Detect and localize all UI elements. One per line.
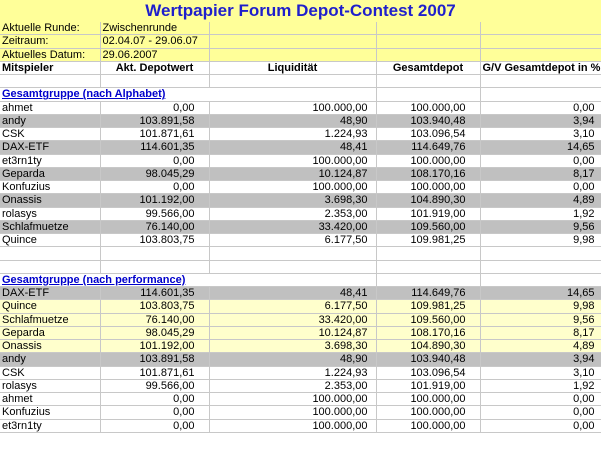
liquidity-cell[interactable]: 3.698,30 xyxy=(209,340,376,353)
depot-cell[interactable]: 103.803,75 xyxy=(100,234,209,247)
liquidity-cell[interactable]: 3.698,30 xyxy=(209,194,376,207)
cell[interactable] xyxy=(376,273,480,286)
player-cell[interactable]: Onassis xyxy=(0,194,100,207)
total-cell[interactable]: 109.560,00 xyxy=(376,313,480,326)
cell[interactable] xyxy=(0,247,100,260)
table-row xyxy=(0,194,601,207)
table-row xyxy=(0,101,601,114)
depot-cell[interactable]: 114.601,35 xyxy=(100,287,209,300)
depot-cell[interactable]: 101.871,61 xyxy=(100,366,209,379)
cell[interactable]: 02.04.07 - 29.06.07 xyxy=(100,35,209,48)
cell[interactable] xyxy=(376,75,480,88)
player-cell[interactable]: et3rn1ty xyxy=(0,419,100,432)
cell[interactable] xyxy=(376,22,480,35)
liquidity-cell[interactable]: 10.124,87 xyxy=(209,326,376,339)
liquidity-cell[interactable]: 33.420,00 xyxy=(209,313,376,326)
info-row-round xyxy=(0,22,601,35)
liquidity-cell[interactable]: 48,90 xyxy=(209,353,376,366)
group-title-performance[interactable]: Gesamtgruppe (nach performance) xyxy=(0,273,209,286)
cell[interactable] xyxy=(480,22,601,35)
pl-cell[interactable]: 0,00 xyxy=(480,419,601,432)
pl-cell[interactable]: 14,65 xyxy=(480,287,601,300)
pl-cell[interactable]: 3,94 xyxy=(480,114,601,127)
player-cell[interactable]: DAX-ETF xyxy=(0,287,100,300)
depot-cell[interactable]: 76.140,00 xyxy=(100,220,209,233)
total-cell[interactable]: 101.919,00 xyxy=(376,379,480,392)
liquidity-cell[interactable]: 100.000,00 xyxy=(209,154,376,167)
table-row xyxy=(0,340,601,353)
player-cell[interactable]: Konfuzius xyxy=(0,406,100,419)
player-cell[interactable]: CSK xyxy=(0,128,100,141)
total-cell[interactable]: 100.000,00 xyxy=(376,393,480,406)
cell[interactable] xyxy=(376,247,480,260)
pl-cell[interactable]: 4,89 xyxy=(480,194,601,207)
cell[interactable] xyxy=(0,260,100,273)
player-cell[interactable]: Quince xyxy=(0,300,100,313)
depot-cell[interactable]: 99.566,00 xyxy=(100,207,209,220)
cell[interactable] xyxy=(209,88,376,101)
table-row xyxy=(0,313,601,326)
total-cell[interactable]: 114.649,76 xyxy=(376,141,480,154)
cell[interactable] xyxy=(100,260,209,273)
blank-row xyxy=(0,75,601,88)
liquidity-cell[interactable]: 6.177,50 xyxy=(209,300,376,313)
player-cell[interactable]: rolasys xyxy=(0,207,100,220)
pl-cell[interactable]: 0,00 xyxy=(480,406,601,419)
liquidity-cell[interactable]: 2.353,00 xyxy=(209,207,376,220)
player-cell[interactable]: Onassis xyxy=(0,340,100,353)
liquidity-cell[interactable]: 2.353,00 xyxy=(209,379,376,392)
cell[interactable] xyxy=(209,48,376,61)
table-row xyxy=(0,220,601,233)
depot-cell[interactable]: 0,00 xyxy=(100,419,209,432)
table-row xyxy=(0,154,601,167)
cell[interactable]: Aktuelles Datum: xyxy=(0,48,100,61)
depot-cell[interactable]: 101.871,61 xyxy=(100,128,209,141)
pl-cell[interactable]: 9,56 xyxy=(480,313,601,326)
total-cell[interactable]: 109.981,25 xyxy=(376,234,480,247)
depot-cell[interactable]: 98.045,29 xyxy=(100,167,209,180)
liquidity-cell[interactable]: 100.000,00 xyxy=(209,419,376,432)
depot-cell[interactable]: 98.045,29 xyxy=(100,326,209,339)
liquidity-cell[interactable]: 6.177,50 xyxy=(209,234,376,247)
info-row-period xyxy=(0,35,601,48)
cell[interactable] xyxy=(480,75,601,88)
pl-cell[interactable]: 0,00 xyxy=(480,154,601,167)
player-cell[interactable]: Quince xyxy=(0,234,100,247)
cell[interactable] xyxy=(209,35,376,48)
cell[interactable] xyxy=(209,247,376,260)
cell[interactable] xyxy=(100,247,209,260)
total-cell[interactable]: 108.170,16 xyxy=(376,167,480,180)
depot-cell[interactable]: 103.803,75 xyxy=(100,300,209,313)
depot-cell[interactable]: 101.192,00 xyxy=(100,194,209,207)
pl-cell[interactable]: 9,98 xyxy=(480,300,601,313)
liquidity-cell[interactable]: 1.224,93 xyxy=(209,366,376,379)
player-cell[interactable]: andy xyxy=(0,114,100,127)
liquidity-cell[interactable]: 100.000,00 xyxy=(209,181,376,194)
total-cell[interactable]: 101.919,00 xyxy=(376,207,480,220)
depot-cell[interactable]: 76.140,00 xyxy=(100,313,209,326)
pl-cell[interactable]: 0,00 xyxy=(480,101,601,114)
table-row xyxy=(0,287,601,300)
player-cell[interactable]: Schlafmuetze xyxy=(0,220,100,233)
cell[interactable] xyxy=(376,35,480,48)
group-title-row xyxy=(0,88,601,101)
cell[interactable]: 29.06.2007 xyxy=(100,48,209,61)
table-row xyxy=(0,419,601,432)
column-header-pl[interactable]: G/V Gesamtdepot in % xyxy=(480,61,601,74)
liquidity-cell[interactable]: 1.224,93 xyxy=(209,128,376,141)
depot-cell[interactable]: 114.601,35 xyxy=(100,141,209,154)
total-cell[interactable]: 103.096,54 xyxy=(376,366,480,379)
total-cell[interactable]: 100.000,00 xyxy=(376,419,480,432)
total-cell[interactable]: 103.940,48 xyxy=(376,353,480,366)
cell[interactable] xyxy=(480,247,601,260)
depot-cell[interactable]: 103.891,58 xyxy=(100,114,209,127)
player-cell[interactable]: Geparda xyxy=(0,326,100,339)
table-row xyxy=(0,181,601,194)
player-cell[interactable]: DAX-ETF xyxy=(0,141,100,154)
cell[interactable] xyxy=(209,260,376,273)
pl-cell[interactable]: 9,56 xyxy=(480,220,601,233)
total-cell[interactable]: 114.649,76 xyxy=(376,287,480,300)
cell[interactable] xyxy=(209,22,376,35)
depot-cell[interactable]: 0,00 xyxy=(100,181,209,194)
player-cell[interactable]: Geparda xyxy=(0,167,100,180)
pl-cell[interactable]: 0,00 xyxy=(480,393,601,406)
cell[interactable] xyxy=(376,260,480,273)
total-cell[interactable]: 108.170,16 xyxy=(376,326,480,339)
liquidity-cell[interactable]: 100.000,00 xyxy=(209,101,376,114)
table-row xyxy=(0,326,601,339)
liquidity-cell[interactable]: 48,41 xyxy=(209,141,376,154)
table-row xyxy=(0,393,601,406)
cell[interactable] xyxy=(480,48,601,61)
pl-cell[interactable]: 0,00 xyxy=(480,181,601,194)
blank-row xyxy=(0,247,601,260)
player-cell[interactable]: andy xyxy=(0,353,100,366)
pl-cell[interactable]: 3,94 xyxy=(480,353,601,366)
table-row xyxy=(0,207,601,220)
total-cell[interactable]: 103.096,54 xyxy=(376,128,480,141)
column-header-liquidity[interactable]: Liquidität xyxy=(209,61,376,74)
player-cell[interactable]: et3rn1ty xyxy=(0,154,100,167)
pl-cell[interactable]: 3,10 xyxy=(480,366,601,379)
depot-cell[interactable]: 99.566,00 xyxy=(100,379,209,392)
cell[interactable]: Zeitraum: xyxy=(0,35,100,48)
cell[interactable] xyxy=(209,75,376,88)
cell[interactable] xyxy=(480,273,601,286)
group-title-alphabet[interactable]: Gesamtgruppe (nach Alphabet) xyxy=(0,88,209,101)
total-cell[interactable]: 100.000,00 xyxy=(376,406,480,419)
cell[interactable] xyxy=(376,48,480,61)
table-row xyxy=(0,366,601,379)
table-row xyxy=(0,141,601,154)
total-cell[interactable]: 104.890,30 xyxy=(376,340,480,353)
depot-cell[interactable]: 0,00 xyxy=(100,154,209,167)
blank-row xyxy=(0,260,601,273)
table-row xyxy=(0,114,601,127)
total-cell[interactable]: 103.940,48 xyxy=(376,114,480,127)
cell[interactable] xyxy=(100,75,209,88)
cell[interactable] xyxy=(209,273,376,286)
column-header-depot[interactable]: Akt. Depotwert xyxy=(100,61,209,74)
liquidity-cell[interactable]: 48,90 xyxy=(209,114,376,127)
table-row xyxy=(0,234,601,247)
player-cell[interactable]: Schlafmuetze xyxy=(0,313,100,326)
column-header-player[interactable]: Mitspieler xyxy=(0,61,100,74)
header-row xyxy=(0,61,601,74)
total-cell[interactable]: 100.000,00 xyxy=(376,101,480,114)
pl-cell[interactable]: 4,89 xyxy=(480,340,601,353)
pl-cell[interactable]: 8,17 xyxy=(480,326,601,339)
info-row-date xyxy=(0,48,601,61)
cell[interactable]: Aktuelle Runde: xyxy=(0,22,100,35)
liquidity-cell[interactable]: 100.000,00 xyxy=(209,393,376,406)
cell[interactable]: Zwischenrunde xyxy=(100,22,209,35)
table-row xyxy=(0,379,601,392)
player-cell[interactable]: ahmet xyxy=(0,101,100,114)
depot-cell[interactable]: 101.192,00 xyxy=(100,340,209,353)
player-cell[interactable]: Konfuzius xyxy=(0,181,100,194)
cell[interactable] xyxy=(376,88,480,101)
pl-cell[interactable]: 1,92 xyxy=(480,379,601,392)
pl-cell[interactable]: 9,98 xyxy=(480,234,601,247)
total-cell[interactable]: 109.560,00 xyxy=(376,220,480,233)
total-cell[interactable]: 100.000,00 xyxy=(376,181,480,194)
table-row xyxy=(0,406,601,419)
total-cell[interactable]: 100.000,00 xyxy=(376,154,480,167)
table-row xyxy=(0,353,601,366)
liquidity-cell[interactable]: 10.124,87 xyxy=(209,167,376,180)
cell[interactable] xyxy=(480,35,601,48)
liquidity-cell[interactable]: 33.420,00 xyxy=(209,220,376,233)
cell[interactable] xyxy=(480,88,601,101)
player-cell[interactable]: CSK xyxy=(0,366,100,379)
pl-cell[interactable]: 1,92 xyxy=(480,207,601,220)
total-cell[interactable]: 104.890,30 xyxy=(376,194,480,207)
column-header-total[interactable]: Gesamtdepot xyxy=(376,61,480,74)
player-cell[interactable]: rolasys xyxy=(0,379,100,392)
cell[interactable] xyxy=(480,260,601,273)
results-table xyxy=(0,22,601,433)
table-row xyxy=(0,300,601,313)
depot-cell[interactable]: 0,00 xyxy=(100,101,209,114)
liquidity-cell[interactable]: 48,41 xyxy=(209,287,376,300)
depot-cell[interactable]: 0,00 xyxy=(100,393,209,406)
table-row xyxy=(0,167,601,180)
liquidity-cell[interactable]: 100.000,00 xyxy=(209,406,376,419)
player-cell[interactable]: ahmet xyxy=(0,393,100,406)
total-cell[interactable]: 109.981,25 xyxy=(376,300,480,313)
group-title-row xyxy=(0,273,601,286)
cell[interactable] xyxy=(0,75,100,88)
depot-cell[interactable]: 103.891,58 xyxy=(100,353,209,366)
pl-cell[interactable]: 3,10 xyxy=(480,128,601,141)
pl-cell[interactable]: 14,65 xyxy=(480,141,601,154)
sheet-title: Wertpapier Forum Depot-Contest 2007 xyxy=(0,0,601,23)
depot-cell[interactable]: 0,00 xyxy=(100,406,209,419)
table-row xyxy=(0,128,601,141)
pl-cell[interactable]: 8,17 xyxy=(480,167,601,180)
